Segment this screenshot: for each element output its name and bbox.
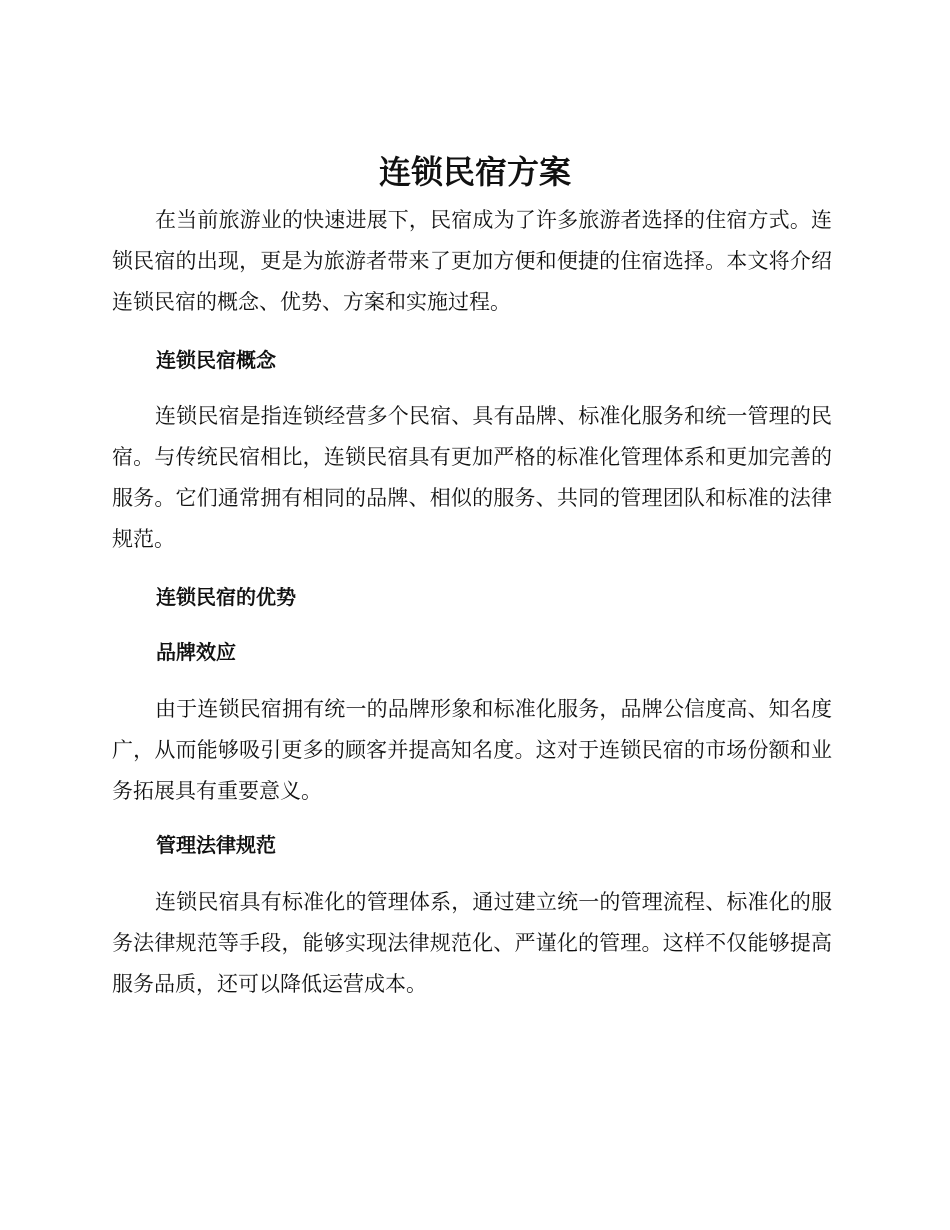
subsection-heading-management-regulation: 管理法律规范 [156,833,276,857]
section-body-concept: 连锁民宿是指连锁经营多个民宿、具有品牌、标准化服务和统一管理的民宿。与传统民宿相比，连锁民宿具有更加严格的标准化管理体系和更加完善的服务。它们通常拥有相同的品牌、相似的服务、共同的管理团队和标准的法律规范。 [112,404,832,551]
section-heading-advantages: 连锁民宿的优势 [156,585,296,609]
subsection-body-management-regulation: 连锁民宿具有标准化的管理体系，通过建立统一的管理流程、标准化的服务法律规范等手段，能够实现法律规范化、严谨化的管理。这样不仅能够提高服务品质，还可以降低运营成本。 [112,890,832,996]
intro-paragraph: 在当前旅游业的快速进展下，民宿成为了许多旅游者选择的住宿方式。连锁民宿的出现，更是为旅游者带来了更加方便和便捷的住宿选择。本文将介绍连锁民宿的概念、优势、方案和实施过程。 [112,208,832,314]
subsection-heading-brand-effect: 品牌效应 [156,640,236,664]
document-title: 连锁民宿方案 [378,153,571,191]
section-heading-concept: 连锁民宿概念 [156,348,276,372]
subsection-body-brand-effect: 由于连锁民宿拥有统一的品牌形象和标准化服务，品牌公信度高、知名度广，从而能够吸引更多的顾客并提高知名度。这对于连锁民宿的市场份额和业务拓展具有重要意义。 [112,697,832,803]
